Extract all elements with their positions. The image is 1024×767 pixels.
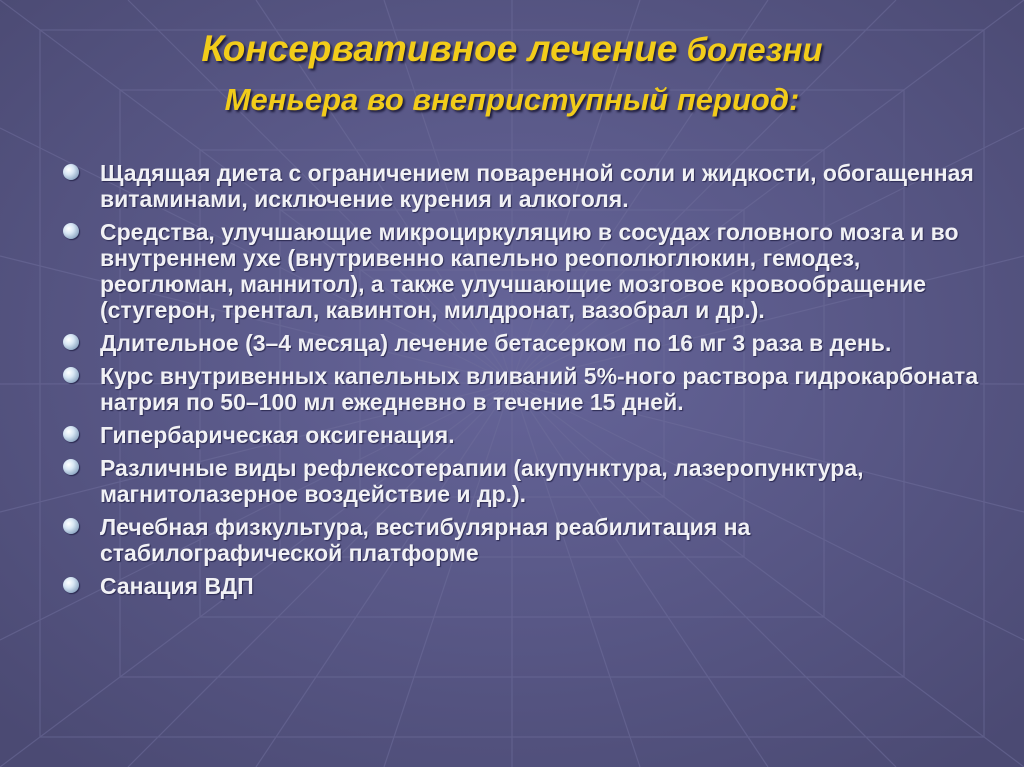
sphere-bullet-icon [63,577,79,593]
list-item-text: Щадящая диета с ограничением поваренной соли и жидкости, обогащенная витаминами, исключение курения и алкоголя. [100,160,974,212]
sphere-bullet-icon [63,518,79,534]
list-item-text: Гипербарическая оксигенация. [100,422,455,448]
list-item-text: Курс внутривенных капельных вливаний 5%-ного раствора гидрокарбоната натрия по 50–100 мл ежедневно в течение 15 дней. [100,363,979,415]
sphere-bullet-icon [63,334,79,350]
title-end-text: болезни [677,31,823,68]
list-item [60,422,980,448]
list-item-text: Лечебная физкультура, вестибулярная реабилитация на стабилографической платформе [100,514,751,566]
list-item-text: Санация ВДП [100,573,254,599]
list-item [60,160,980,212]
list-item-text: Средства, улучшающие микроциркуляцию в сосудах головного мозга и во внутреннем ухе (внутривенно капельно реополюглюкин, гемодез, реоглюман, маннитол), а также улучшающие мозговое кровообращение (стугерон, трентал, кавинтон, милдронат, вазобрал и др.). [100,219,959,323]
list-item [60,573,980,599]
sphere-bullet-icon [63,426,79,442]
list-item [60,363,980,415]
sphere-bullet-icon [63,367,79,383]
sphere-bullet-icon [63,459,79,475]
list-item [60,219,980,323]
sphere-bullet-icon [63,164,79,180]
slide-title-line-1 [40,28,984,70]
title-main-text: Консервативное лечение [201,28,678,69]
list-item-text: Различные виды рефлексотерапии (акупунктура, лазеропунктура, магнитолазерное воздействие и др.). [100,455,864,507]
list-item [60,330,980,356]
bullet-list [60,160,980,606]
list-item [60,455,980,507]
slide-title-line-2: Меньера во внеприступный период: [224,82,800,117]
list-item [60,514,980,566]
list-item-text: Длительное (3–4 месяца) лечение бетасерком по 16 мг 3 раза в день. [100,330,892,356]
sphere-bullet-icon [63,223,79,239]
